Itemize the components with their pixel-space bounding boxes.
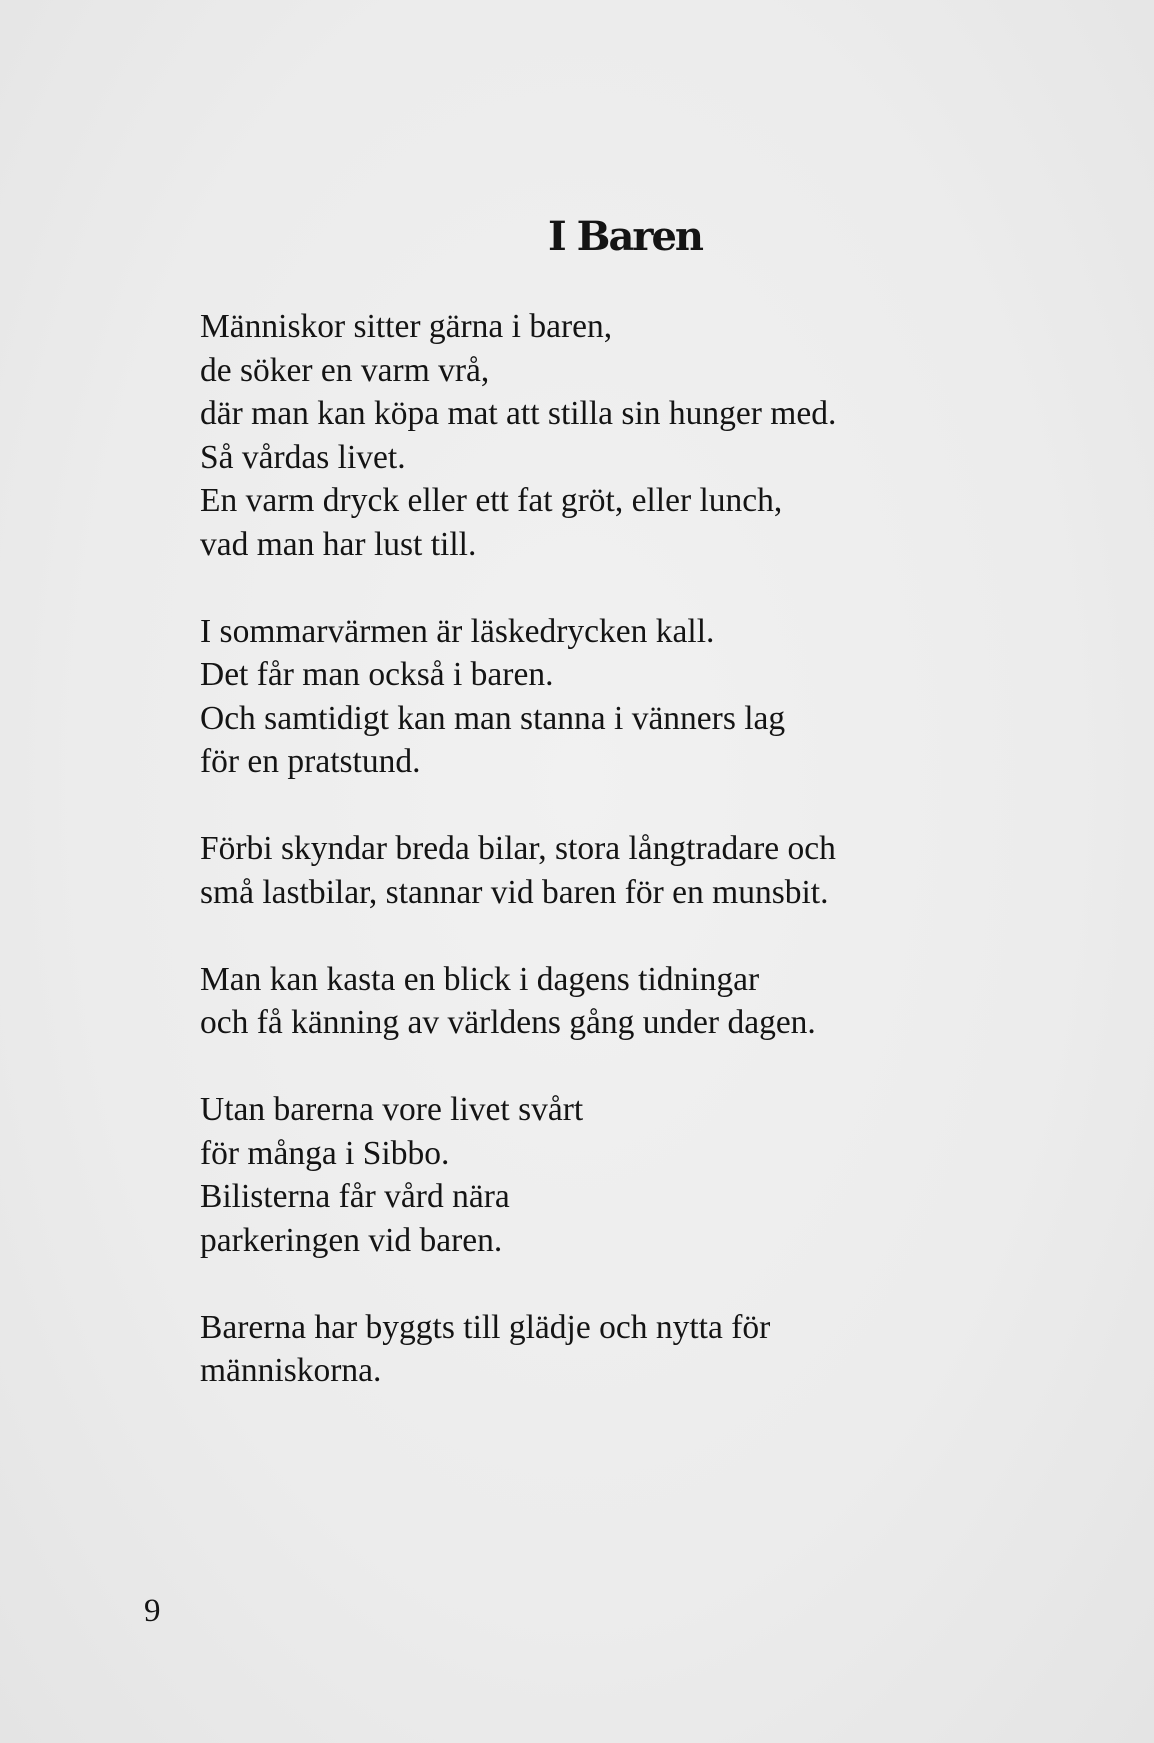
stanza-5	[200, 1088, 1080, 1262]
poem-line: Så vårdas livet.	[200, 438, 406, 476]
poem-line: för många i Sibbo.	[200, 1134, 450, 1172]
poem-line: Bilisterna får vård nära	[200, 1178, 510, 1215]
poem-line: människorna.	[200, 1352, 382, 1389]
poem-line: En varm dryck eller ett fat gröt, eller lunch,	[200, 482, 783, 519]
poem-line: Man kan kasta en blick i dagens tidningar	[200, 960, 760, 998]
poem-line: och få känning av världens gång under dagen.	[200, 1004, 816, 1041]
poem-line: Förbi skyndar breda bilar, stora långtradare och	[200, 830, 836, 867]
poem-body	[200, 305, 1080, 1436]
poem-line: Barerna har byggts till glädje och nytta för	[200, 1308, 771, 1346]
poem-line: parkeringen vid baren.	[200, 1221, 503, 1259]
stanza-6	[200, 1306, 1080, 1393]
poem-line: små lastbilar, stannar vid baren för en munsbit.	[200, 873, 829, 911]
poem-line: Människor sitter gärna i baren,	[200, 308, 613, 345]
poem-title: I Baren	[548, 213, 702, 260]
poem-line: Och samtidigt kan man stanna i vänners lag	[200, 699, 786, 737]
stanza-4	[200, 958, 1080, 1045]
poem-line: vad man har lust till.	[200, 525, 477, 563]
stanza-3	[200, 827, 1080, 914]
page-number: 9	[144, 1593, 161, 1629]
poem-line: Det får man också i baren.	[200, 656, 554, 693]
poem-line: I sommarvärmen är läskedrycken kall.	[200, 612, 715, 650]
poem-line: Utan barerna vore livet svårt	[200, 1091, 584, 1128]
poem-line: för en pratstund.	[200, 743, 421, 780]
stanza-2	[200, 610, 1080, 784]
stanza-1	[200, 305, 1080, 566]
poem-line: där man kan köpa mat att stilla sin hunger med.	[200, 395, 837, 432]
poem-line: de söker en varm vrå,	[200, 351, 490, 389]
